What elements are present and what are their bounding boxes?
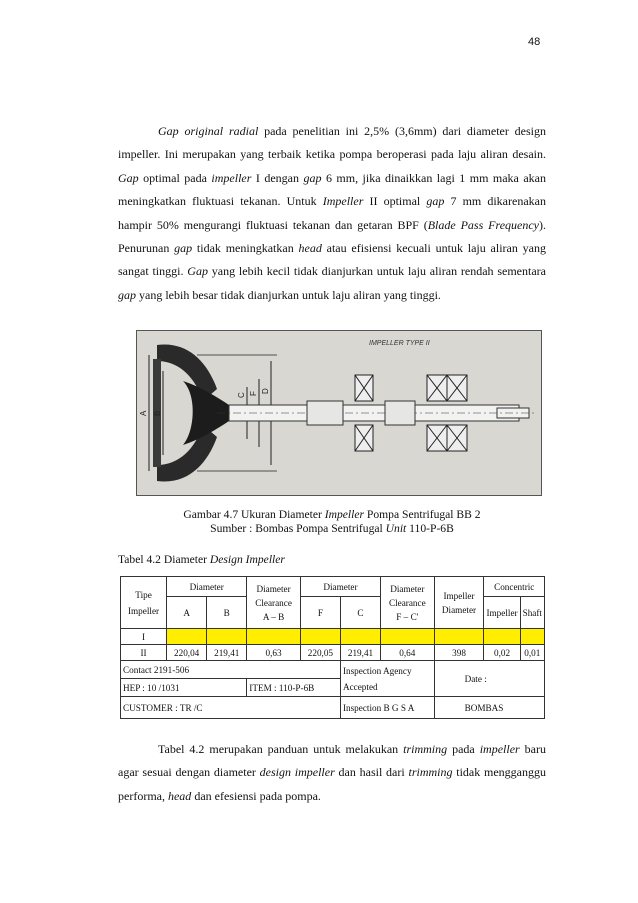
text-em: design impeller: [259, 765, 335, 780]
text: Clearance: [255, 597, 292, 608]
cell: [381, 629, 435, 645]
bombas-cell: BOMBAS: [434, 697, 544, 719]
text: Inspection Agency: [342, 665, 412, 676]
text: 6 mm, jika dinaikkan lagi 1 mm maka akan meningkatkan fluktuasi tekanan. Untuk: [118, 170, 546, 209]
text-em: Gap: [187, 264, 208, 279]
text: A – B: [262, 611, 285, 622]
text-em: Impeller: [324, 508, 365, 521]
text: atau efisiensi kecuali untuk laju aliran yang sangat tinggi.: [118, 241, 546, 279]
cell: 220,04: [167, 645, 207, 661]
text: tidak mengganggu performa,: [118, 765, 547, 803]
figure-caption: [118, 508, 546, 536]
text: Impeller: [127, 605, 160, 616]
date-cell: Date :: [434, 661, 544, 697]
cell: I: [121, 629, 167, 645]
header-c: C: [340, 597, 380, 629]
cell: [340, 629, 380, 645]
caption-line-1: [118, 508, 546, 522]
cell: [520, 629, 544, 645]
text: 7 mm dikarenakan hampir 50% mengurangi fluktuasi tekanan dan getaran BPF (: [118, 194, 546, 232]
text-em: gap: [174, 241, 193, 256]
text-em: Design Impeller: [209, 553, 285, 566]
text-em: gap: [118, 287, 136, 302]
header-diameter-fc: Diameter: [300, 577, 380, 597]
hep-cell: HEP : 10 /1031: [121, 679, 247, 697]
header-concentric: Concentric: [484, 577, 545, 597]
dim-label-d: D: [261, 388, 270, 394]
text: Clearance: [388, 597, 426, 608]
text: Pompa Sentrifugal BB 2: [364, 508, 481, 521]
text-em: Blade Pass Frequency: [427, 217, 539, 232]
text: optimal pada: [138, 170, 212, 185]
text: Impeller: [443, 590, 475, 601]
impeller-drawing: [136, 330, 542, 496]
inspection-cell: Inspection B G S A: [340, 697, 434, 719]
text: ). Penurunan: [118, 217, 546, 256]
cell: [300, 629, 340, 645]
header-clearance-ab: [247, 577, 301, 629]
cell: 220,05: [300, 645, 340, 661]
figure-type-label: IMPELLER TYPE II: [369, 340, 430, 347]
impeller-drawing-svg: [137, 331, 541, 495]
cell: 0,63: [247, 645, 301, 661]
cell: 398: [434, 645, 484, 661]
text: Sumber : Bombas Pompa Sentrifugal: [210, 522, 386, 535]
sleeve-1: [307, 401, 343, 425]
cell: 0,64: [381, 645, 435, 661]
cell: 219,41: [207, 645, 247, 661]
text-em: Gap: [118, 170, 139, 185]
header-impeller-diameter: [434, 577, 484, 629]
cell: 219,41: [340, 645, 380, 661]
text: baru agar sesuai dengan diameter: [118, 742, 546, 780]
text: I dengan: [251, 170, 304, 185]
body-paragraph-1: [118, 120, 546, 307]
text-em: impeller: [211, 170, 252, 185]
cell: [247, 629, 301, 645]
cell: [484, 629, 520, 645]
contact-cell: Contact 2191-506: [121, 661, 341, 679]
sleeve-2: [385, 401, 415, 425]
header-f: F: [300, 597, 340, 629]
text-em: head: [167, 788, 192, 803]
text: dan hasil dari: [334, 765, 409, 780]
header-conc-shaft: Shaft: [520, 597, 544, 629]
text: Gambar 4.7 Ukuran Diameter: [183, 508, 325, 521]
text-em: gap: [303, 170, 322, 185]
table-title: [118, 553, 285, 566]
text: 110-P-6B: [406, 522, 454, 535]
text: II optimal: [363, 194, 427, 209]
text: yang lebih kecil tidak dianjurkan untuk laju aliran rendah sementara: [207, 264, 546, 279]
dim-label-c: C: [237, 392, 246, 398]
text-em: Unit: [385, 522, 407, 535]
header-b: B: [207, 597, 247, 629]
cell: II: [121, 645, 167, 661]
cell: 0,01: [520, 645, 544, 661]
text: Tipe: [135, 589, 152, 600]
text: tidak meningkatkan: [192, 241, 299, 256]
header-conc-impeller: Impeller: [484, 597, 520, 629]
table-row: [121, 629, 545, 645]
text: Diameter: [256, 583, 291, 594]
text-em: gap: [426, 194, 445, 209]
cell: [167, 629, 207, 645]
header-diameter-ab: Diameter: [167, 577, 247, 597]
text: pada penelitian ini 2,5% (3,6mm) dari diameter design impeller. Ini merupakan yang terbaik ketika pompa beroperasi pada laju aliran desain.: [118, 124, 546, 162]
text-em: Impeller: [322, 194, 364, 209]
dim-label-a: A: [139, 410, 148, 416]
text: Diameter: [441, 604, 477, 615]
cell: [207, 629, 247, 645]
text-em: head: [298, 241, 322, 256]
text: Tabel 4.2 merupakan panduan untuk melakukan: [158, 742, 404, 756]
table-row: [121, 645, 545, 661]
inspection-agency-cell: [340, 661, 434, 697]
header-a: A: [167, 597, 207, 629]
text-em: trimming: [408, 765, 453, 780]
text-em: trimming: [403, 742, 448, 756]
cell: [434, 629, 484, 645]
text-em: Gap original radial: [158, 124, 259, 138]
customer-cell: CUSTOMER : TR /C: [121, 697, 341, 719]
dim-label-f: F: [249, 391, 258, 396]
text: Tabel 4.2 Diameter: [118, 553, 210, 566]
caption-line-2: [118, 522, 546, 536]
text: yang lebih besar tidak dianjurkan untuk laju aliran yang tinggi.: [136, 287, 441, 302]
text-em: impeller: [479, 742, 520, 756]
text: F – C': [396, 611, 419, 622]
header-clearance-fc: [381, 577, 435, 629]
text: Diameter: [390, 583, 425, 594]
text: pada: [447, 742, 480, 756]
impeller-diameter-table: [120, 576, 545, 719]
text: Accepted: [342, 681, 378, 692]
header-tipe: [121, 577, 167, 629]
page-number: 48: [528, 36, 541, 48]
dim-label-b: B: [153, 410, 162, 416]
body-paragraph-2: [118, 738, 546, 808]
item-cell: ITEM : 110-P-6B: [247, 679, 341, 697]
text: dan efesiensi pada pompa.: [191, 788, 321, 803]
cell: 0,02: [484, 645, 520, 661]
